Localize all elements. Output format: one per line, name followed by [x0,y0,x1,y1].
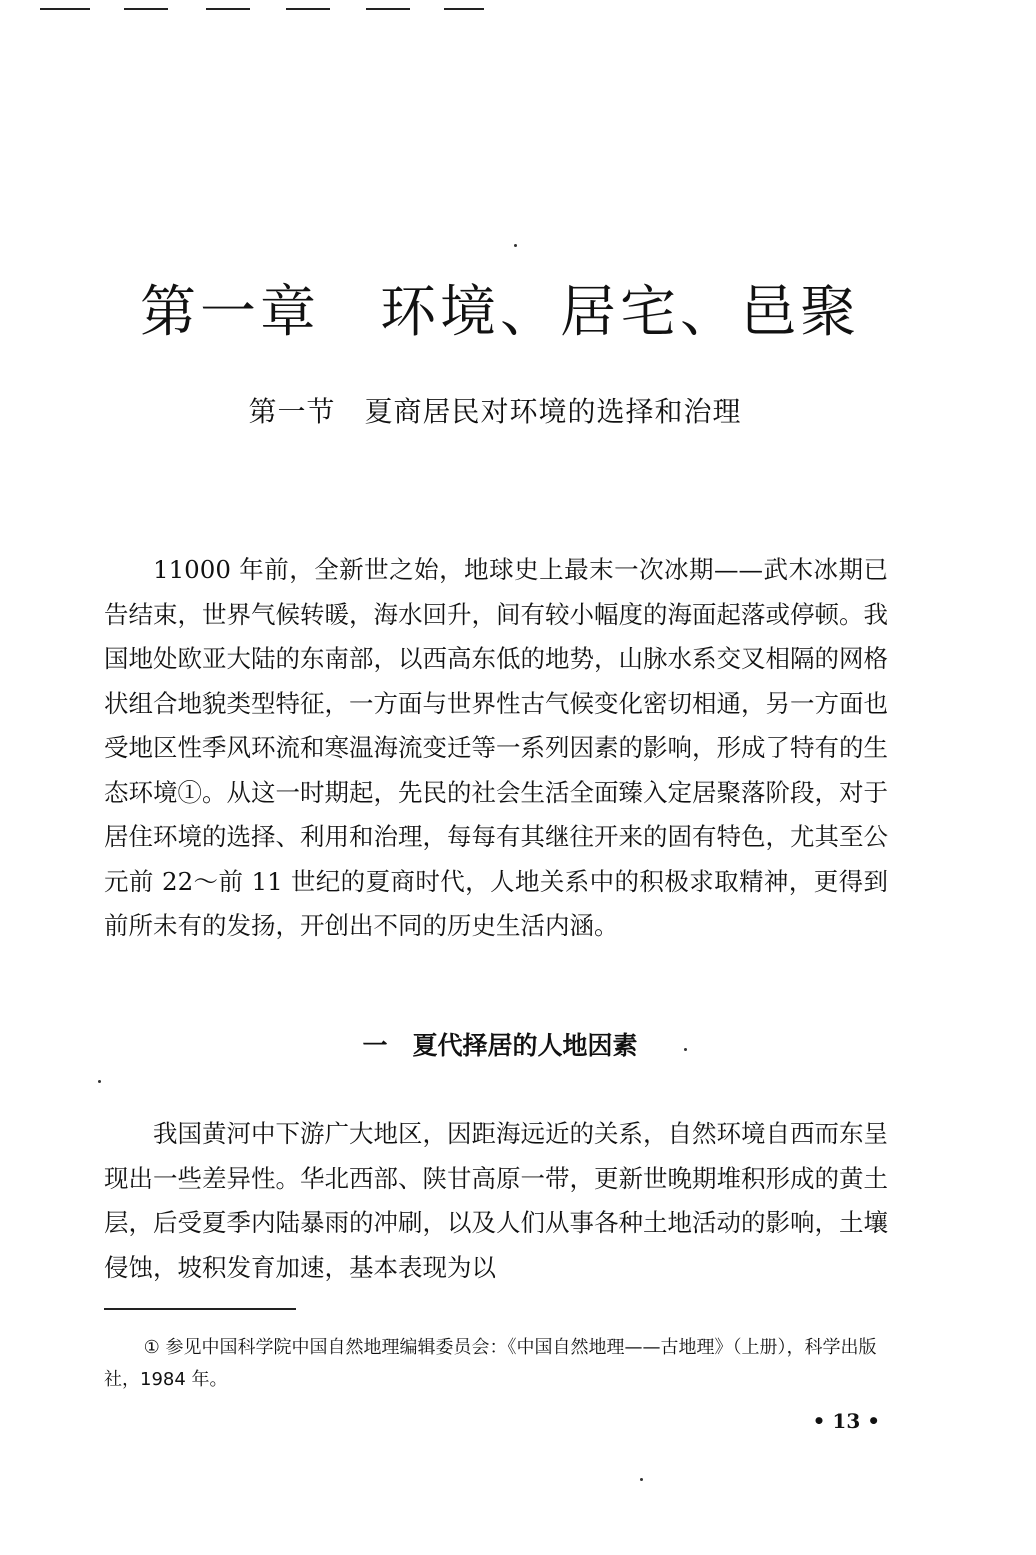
scan-speck [514,244,517,247]
intro-paragraph: 11000 年前，全新世之始，地球史上最末一次冰期——武木冰期已告结束，世界气候转暖，海水回升，间有较小幅度的海面起落或停顿。我国地处欧亚大陆的东南部，以西高东低的地势，山脉水系交叉相隔的网格状组合地貌类型特征，一方面与世界性古气候变化密切相通，另一方面也受地区性季风环流和寒温海流变迁等一系列因素的影响，形成了特有的生态环境①。从这一时期起，先民的社会生活全面臻入定居聚落阶段，对于居住环境的选择、利用和治理，每每有其继往开来的固有特色，尤其至公元前 22～前 11 世纪的夏商时代，人地关系中的积极求取精神，更得到前所未有的发扬，开创出不同的历史生活内涵。 [104,555,888,940]
scan-speck [640,1478,643,1481]
scan-speck [98,1080,101,1083]
subsection-heading: 一 夏代择居的人地因素 [362,1031,638,1060]
scan-speck [684,1048,687,1051]
footnote: ① 参见中国科学院中国自然地理编辑委员会：《中国自然地理——古地理》（上册），科学出版社，1984 年。 [104,1337,877,1390]
section-title: 第一节 夏商居民对环境的选择和治理 [248,395,742,428]
chapter-title: 第一章 环境、居宅、邑聚 [140,280,860,345]
page-number: • 13 • [812,1409,880,1433]
body-paragraph: 我国黄河中下游广大地区，因距海远近的关系，自然环境自西而东呈现出一些差异性。华北西部、陕甘高原一带，更新世晚期堆积形成的黄土层，后受夏季内陆暴雨的冲刷，以及人们从事各种土地活动的影响，土壤侵蚀，坡积发育加速，基本表现为以 [104,1119,888,1282]
header-rule-marks [40,0,500,16]
footnote-divider [104,1308,296,1310]
